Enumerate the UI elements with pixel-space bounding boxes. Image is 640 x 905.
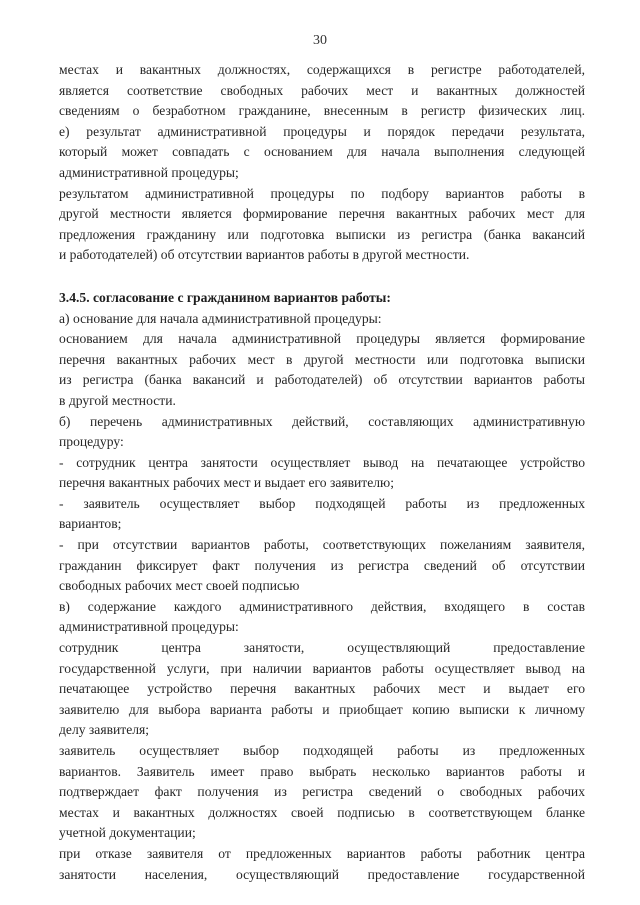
text-line: предложения гражданину или подготовка выписки из регистра (банка вакансий <box>59 226 585 242</box>
text-line: е) результат административной процедуры и порядок передачи результата, <box>59 123 585 139</box>
text-line: который может совпадать с основанием для начала выполнения следующей <box>59 144 585 160</box>
text-line: государственной услуги, при наличии вариантов работы осуществляет вывод на <box>59 660 585 676</box>
section-heading: 3.4.5. согласование с гражданином вариантов работы: <box>59 289 391 305</box>
text-line: делу заявителя; <box>59 722 150 738</box>
text-line: является соответствие свободных рабочих мест и вакантных должностей <box>59 82 585 98</box>
text-line: - сотрудник центра занятости осуществляет вывод на печатающее устройство <box>59 454 585 470</box>
text-line: результатом административной процедуры по подбору вариантов работы в <box>59 185 585 201</box>
text-line: перечня вакантных рабочих мест и выдает его заявителю; <box>59 475 394 491</box>
text-line: при отказе заявителя от предложенных вариантов работы работник центра <box>59 845 585 861</box>
text-line: местах и вакантных должностях своей подписью в соответствующем бланке <box>59 804 585 820</box>
text-line: сведениям о безработном гражданине, внесенным в регистр физических лиц. <box>59 103 585 119</box>
text-line: другой местности является формирование перечня вакантных рабочих мест для <box>59 206 585 222</box>
text-line: а) основание для начала административной процедуры: <box>59 310 382 326</box>
text-line: подтверждает факт получения из регистра сведений о свободных рабочих <box>59 784 585 800</box>
page-number: 30 <box>313 33 327 48</box>
text-line: административной процедуры: <box>59 619 239 635</box>
text-line: - заявитель осуществляет выбор подходящей работы из предложенных <box>59 495 585 511</box>
document-body <box>59 60 585 885</box>
text-line: из регистра (банка вакансий и работодателей) об отсутствии вариантов работы <box>59 372 585 388</box>
text-line: административной процедуры; <box>59 164 239 180</box>
text-line: занятости населения, осуществляющий предоставление государственной <box>59 866 585 882</box>
text-line: перечня вакантных рабочих мест в другой местности или подготовка выписки <box>59 351 585 367</box>
text-line: сотрудник центра занятости, осуществляющий предоставление <box>59 640 585 656</box>
text-line: гражданин фиксирует факт получения из регистра сведений об отсутствии <box>59 557 585 573</box>
text-line: - при отсутствии вариантов работы, соответствующих пожеланиям заявителя, <box>59 537 585 553</box>
text-line: вариантов. Заявитель имеет право выбрать несколько вариантов работы и <box>59 763 585 779</box>
text-line: вариантов; <box>59 516 122 532</box>
text-line: и работодателей) об отсутствии вариантов работы в другой местности. <box>59 247 470 263</box>
text-line: печатающее устройство перечня вакантных рабочих мест и выдает его <box>59 681 585 697</box>
text-line: местах и вакантных должностях, содержащихся в регистре работодателей, <box>59 62 585 77</box>
text-line: заявителю для выбора варианта работы и приобщает копию выписки к личному <box>59 701 585 717</box>
text-line: в) содержание каждого административного действия, входящего в состав <box>59 598 585 614</box>
text-line: заявитель осуществляет выбор подходящей работы из предложенных <box>59 743 585 758</box>
text-line: в другой местности. <box>59 392 176 408</box>
text-line: основанием для начала административной процедуры является формирование <box>59 331 585 347</box>
text-line: б) перечень административных действий, составляющих административную <box>59 413 585 429</box>
text-line: процедуру: <box>59 434 124 450</box>
section-gap <box>59 266 585 288</box>
text-line: учетной документации; <box>59 825 196 841</box>
text-line: свободных рабочих мест своей подписью <box>59 578 300 594</box>
